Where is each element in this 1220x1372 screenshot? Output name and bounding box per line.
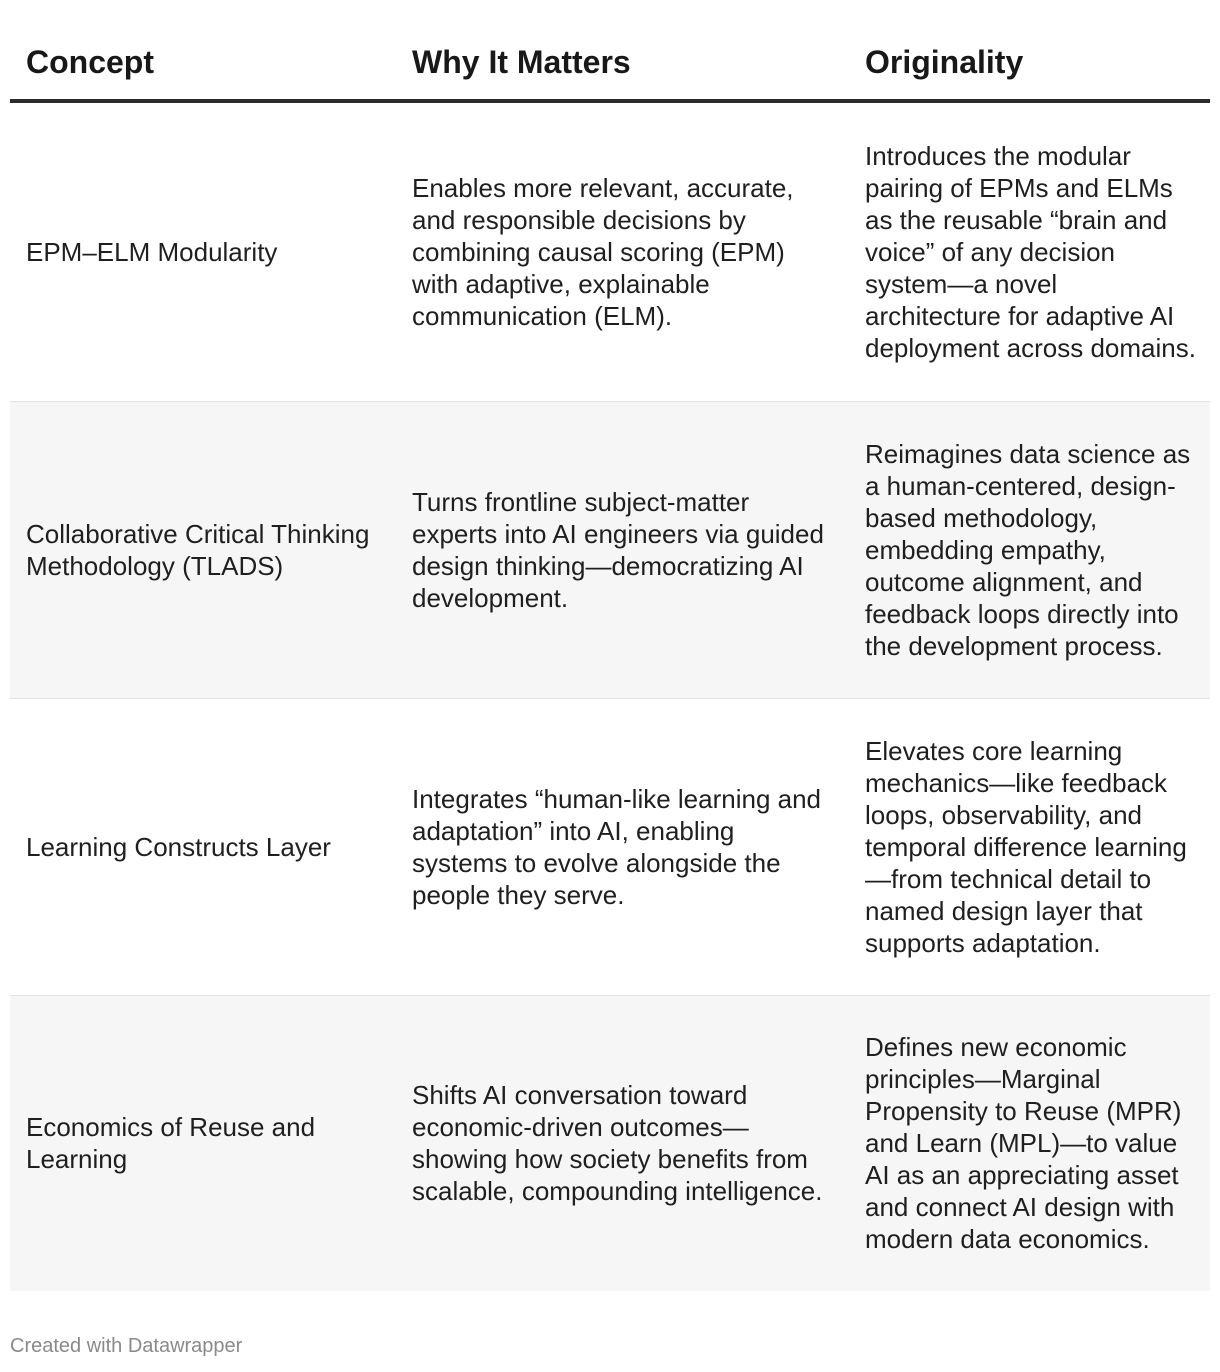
cell-why-it-matters: Enables more relevant, accurate, and responsible decisions by combining causal scoring (EPM) with adaptive, explainable communication (ELM). [412, 172, 794, 331]
cell-why-it-matters: Turns frontline subject-matter experts into AI engineers via guided design thinking—democratizing AI development. [412, 486, 824, 613]
header-originality: Originality [849, 0, 1210, 101]
datawrapper-credit[interactable]: Created with Datawrapper [10, 1335, 243, 1357]
cell-concept: Economics of Reuse and Learning [26, 1112, 316, 1175]
comparison-table [10, 0, 1210, 1291]
table-row [10, 401, 1210, 698]
comparison-table-container [10, 0, 1210, 1291]
table-body [10, 101, 1210, 1291]
table-header [10, 0, 1210, 101]
header-why-it-matters: Why It Matters [396, 0, 849, 101]
table-row [10, 995, 1210, 1291]
table-row [10, 698, 1210, 995]
cell-originality: Reimagines data science as a human-centered, design-based methodology, embedding empathy, outcome alignment, and feedback loops directly into the development process. [865, 438, 1191, 661]
cell-concept: Learning Constructs Layer [26, 831, 331, 862]
cell-why-it-matters: Shifts AI conversation toward economic-driven outcomes—showing how society benefits from scalable, compounding intelligence. [412, 1080, 823, 1207]
header-concept: Concept [10, 0, 396, 101]
cell-concept: EPM–ELM Modularity [26, 236, 278, 267]
header-row [10, 0, 1210, 101]
cell-originality: Defines new economic principles—Marginal Propensity to Reuse (MPR) and Learn (MPL)—to value AI as an appreciating asset and connect AI design with modern data economics. [865, 1032, 1182, 1255]
cell-originality: Introduces the modular pairing of EPMs and ELMs as the reusable “brain and voice” of any decision system—a novel architecture for adaptive AI deployment across domains. [865, 140, 1196, 363]
table-row [10, 101, 1210, 401]
cell-why-it-matters: Integrates “human-like learning and adaptation” into AI, enabling systems to evolve alongside the people they serve. [412, 783, 822, 910]
cell-originality: Elevates core learning mechanics—like feedback loops, observability, and temporal difference learning—from technical detail to named design layer that supports adaptation. [865, 735, 1187, 958]
cell-concept: Collaborative Critical Thinking Methodology (TLADS) [26, 518, 370, 581]
